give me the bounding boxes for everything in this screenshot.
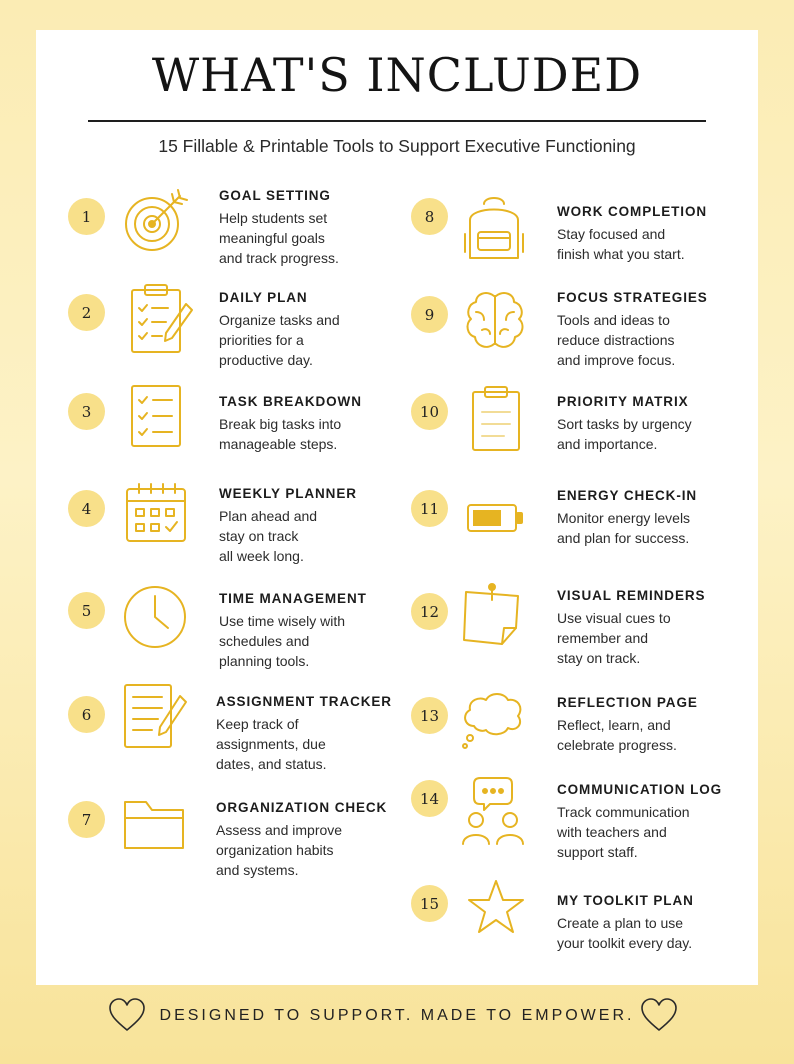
item-description: Plan ahead and stay on track all week long.: [219, 508, 318, 564]
item-description: Track communication with teachers and support staff.: [557, 804, 690, 860]
item-label: FOCUS STRATEGIES: [557, 290, 708, 305]
item-label: WEEKLY PLANNER: [219, 486, 357, 501]
item-number-badge: 6: [68, 696, 105, 733]
item-number-badge: 10: [411, 393, 448, 430]
item-description: Monitor energy levels and plan for success.: [557, 510, 691, 546]
page-title: WHAT'S INCLUDED: [151, 48, 643, 102]
item-description: Tools and ideas to reduce distractions and improve focus.: [557, 312, 676, 368]
heart-icon: [640, 997, 678, 1038]
item-description: Stay focused and finish what you start.: [557, 226, 685, 262]
clock-icon: [122, 584, 188, 650]
item-number-badge: 5: [68, 592, 105, 629]
item-number-badge: 14: [411, 780, 448, 817]
item-label: ENERGY CHECK-IN: [557, 488, 698, 503]
item-number-badge: 1: [68, 198, 105, 235]
item-label: REFLECTION PAGE: [557, 695, 698, 710]
people-chat-icon: [460, 774, 526, 848]
calendar-icon: [124, 482, 188, 544]
checklist-icon: [128, 383, 184, 449]
item-number-badge: 8: [411, 198, 448, 235]
clipboard-icon: [470, 384, 524, 452]
item-description: Keep track of assignments, due dates, and status.: [216, 716, 327, 772]
item-number-badge: 15: [411, 885, 448, 922]
item-label: TASK BREAKDOWN: [219, 394, 362, 409]
battery-icon: [466, 502, 524, 534]
item-label: VISUAL REMINDERS: [557, 588, 706, 603]
star-icon: [466, 878, 526, 938]
item-number-badge: 9: [411, 296, 448, 333]
item-description: Assess and improve organization habits and systems.: [216, 822, 343, 878]
item-number-badge: 11: [411, 490, 448, 527]
brain-icon: [462, 288, 528, 354]
item-number-badge: 13: [411, 697, 448, 734]
title-divider: [88, 120, 706, 122]
item-label: ASSIGNMENT TRACKER: [216, 694, 392, 709]
item-description: Help students set meaningful goals and track progress.: [219, 210, 339, 266]
page-subtitle: 15 Fillable & Printable Tools to Support Executive Functioning: [158, 136, 636, 156]
item-description: Break big tasks into manageable steps.: [219, 416, 342, 452]
item-label: MY TOOLKIT PLAN: [557, 893, 694, 908]
item-label: DAILY PLAN: [219, 290, 308, 305]
footer-tagline: DESIGNED TO SUPPORT. MADE TO EMPOWER.: [159, 1007, 635, 1024]
thought-bubble-icon: [460, 688, 526, 752]
item-description: Create a plan to use your toolkit every day.: [557, 915, 693, 951]
item-label: COMMUNICATION LOG: [557, 782, 723, 797]
item-description: Use visual cues to remember and stay on track.: [557, 610, 671, 666]
item-description: Organize tasks and priorities for a productive day.: [219, 312, 340, 368]
document-pencil-icon: [122, 682, 190, 752]
item-number-badge: 12: [411, 593, 448, 630]
item-number-badge: 3: [68, 393, 105, 430]
folder-icon: [122, 796, 188, 854]
clipboard-pencil-icon: [128, 282, 194, 354]
item-description: Sort tasks by urgency and importance.: [557, 416, 692, 452]
item-label: WORK COMPLETION: [557, 204, 707, 219]
item-description: Use time wisely with schedules and planning tools.: [219, 613, 346, 669]
item-label: ORGANIZATION CHECK: [216, 800, 388, 815]
item-description: Reflect, learn, and celebrate progress.: [557, 717, 677, 753]
item-label: GOAL SETTING: [219, 188, 331, 203]
target-icon: [122, 188, 188, 254]
item-number-badge: 2: [68, 294, 105, 331]
backpack-icon: [462, 192, 526, 262]
sticky-note-icon: [462, 582, 524, 650]
item-number-badge: 4: [68, 490, 105, 527]
item-label: TIME MANAGEMENT: [219, 591, 367, 606]
item-number-badge: 7: [68, 801, 105, 838]
item-label: PRIORITY MATRIX: [557, 394, 689, 409]
